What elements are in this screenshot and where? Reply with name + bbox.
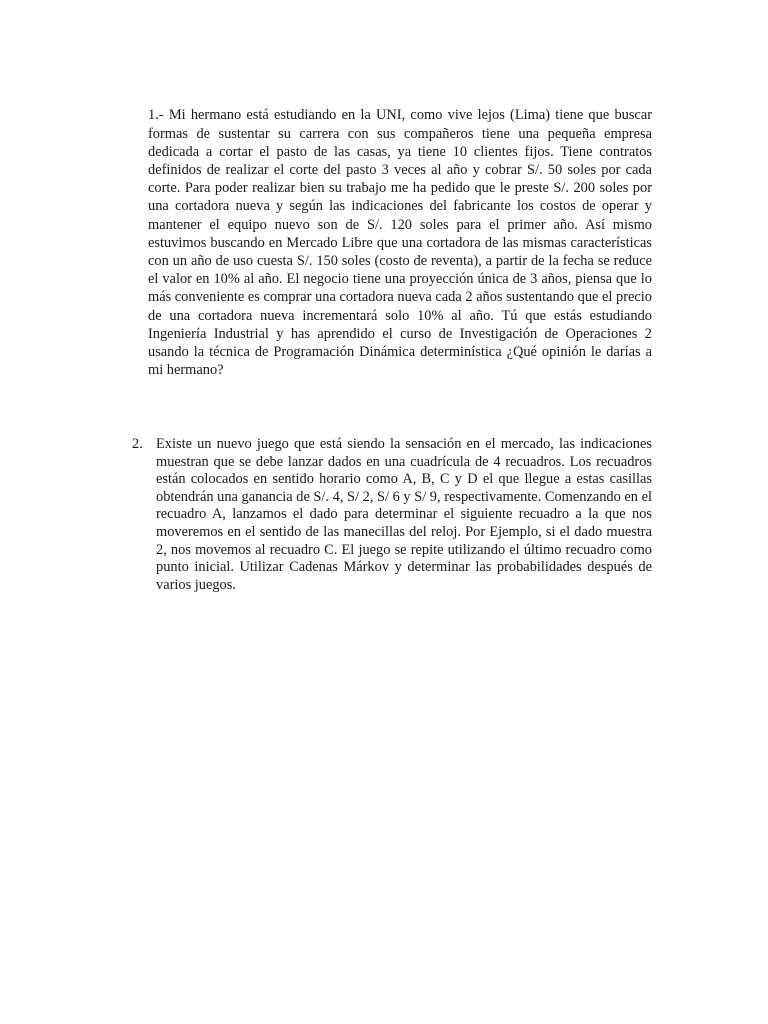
problem-2-number: 2. [132, 436, 143, 452]
problem-2 [132, 436, 652, 594]
problem-1-paragraph: 1.- Mi hermano está estudiando en la UNI, como vive lejos (Lima) tiene que buscar formas de sustentar su carrera con sus compañeros tiene una pequeña empresa dedicada a cortar el pasto de las casas, ya tiene 10 clientes fijos. Tiene contratos definidos de realizar el corte del pasto 3 veces al año y cobrar S/. 50 soles por cada corte. Para poder realizar bien su trabajo me ha pedido que le preste S/. 200 soles por una cortadora nueva y según las indicaciones del fabricante los costos de operar y mantener el equipo nuevo son de S/. 120 soles para el primer año. Así mismo estuvimos buscando en Mercado Libre que una cortadora de las mismas características con un año de uso cuesta S/. 150 soles (costo de reventa), a partir de la fecha se reduce el valor en 10% al año. El negocio tiene una proyección única de 3 años, piensa que lo más conveniente es comprar una cortadora nueva cada 2 años sustentando que el precio de una cortadora nueva incrementará solo 10% al año. Tú que estás estudiando Ingeniería Industrial y has aprendido el curso de Investigación de Operaciones 2 usando la técnica de Programación Dinámica determinística ¿Qué opinión le darías a mi hermano? [148, 107, 652, 379]
problem-2-paragraph: Existe un nuevo juego que está siendo la sensación en el mercado, las indicaciones muestran que se debe lanzar dados en una cuadrícula de 4 recuadros. Los recuadros están colocados en sentido horario como A, B, C y D el que llegue a estas casillas obtendrán una ganancia de S/. 4, S/ 2, S/ 6 y S/ 9, respectivamente. Comenzando en el recuadro A, lanzamos el dado para determinar el siguiente recuadro a la que nos moveremos en el sentido de las manecillas del reloj. Por Ejemplo, si el dado muestra 2, nos movemos al recuadro C. El juego se repite utilizando el último recuadro como punto inicial. Utilizar Cadenas Márkov y determinar las probabilidades después de varios juegos. [156, 436, 652, 593]
